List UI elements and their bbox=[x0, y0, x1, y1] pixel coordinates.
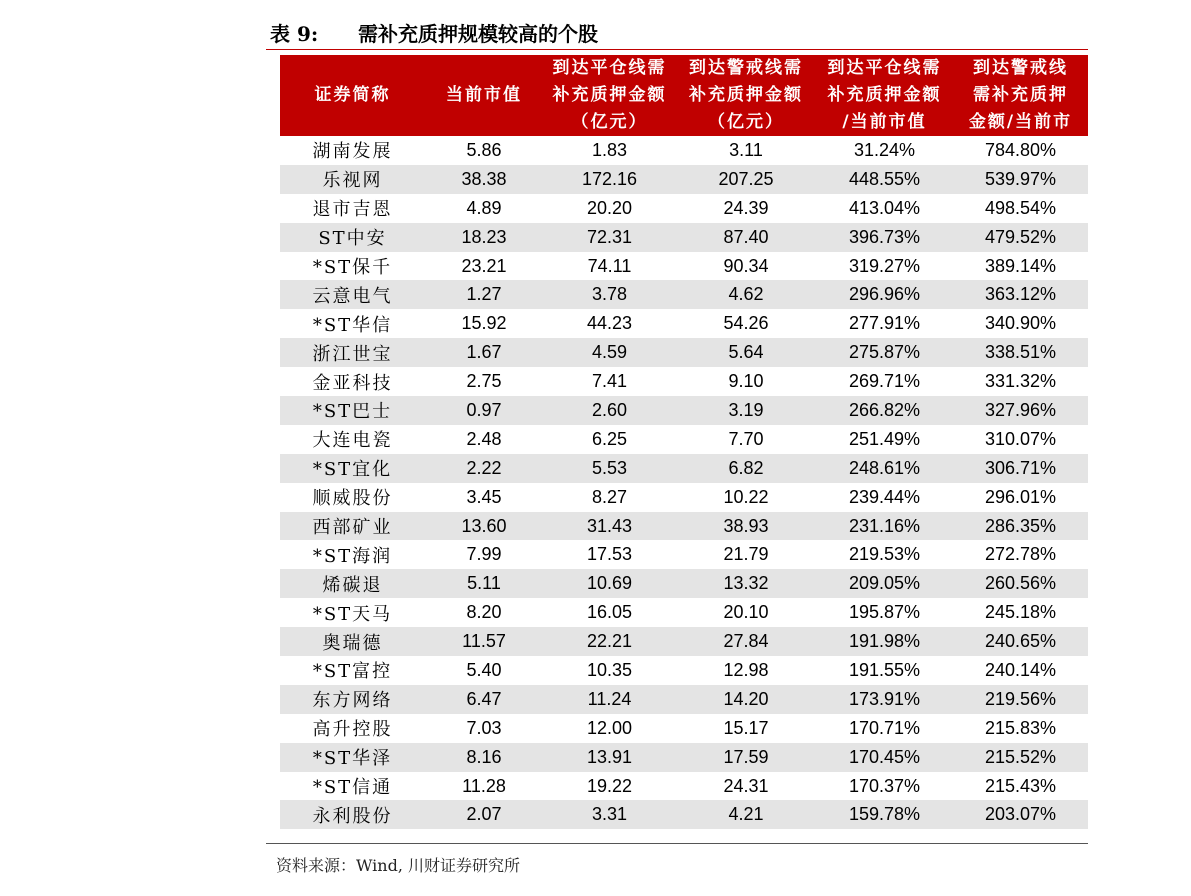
table-row bbox=[280, 165, 1088, 194]
value-cell: 12.00 bbox=[586, 717, 633, 738]
value-cell: 338.51% bbox=[953, 338, 1088, 367]
security-name-cell: 奥瑞德 bbox=[280, 627, 425, 656]
value-cell: 331.32% bbox=[984, 371, 1057, 392]
value-cell: 12.98 bbox=[723, 659, 769, 680]
value-cell: 191.55% bbox=[848, 659, 921, 680]
value-cell: 5.64 bbox=[676, 338, 816, 367]
value-cell: 72.31 bbox=[543, 223, 676, 252]
value-cell: 10.35 bbox=[586, 659, 633, 680]
value-cell: 15.92 bbox=[461, 313, 507, 334]
security-name-cell: *ST信通 bbox=[312, 777, 393, 799]
table-row bbox=[280, 454, 1088, 483]
value-cell: 7.41 bbox=[591, 371, 628, 392]
value-cell: 14.20 bbox=[676, 685, 816, 714]
column-header-line: 证券简称 bbox=[314, 85, 391, 105]
value-cell: 22.21 bbox=[543, 627, 676, 656]
value-cell: 319.27% bbox=[848, 255, 921, 276]
value-cell: 260.56% bbox=[953, 569, 1088, 598]
value-cell: 240.14% bbox=[984, 659, 1057, 680]
pledge-table bbox=[280, 55, 1088, 829]
value-cell: 173.91% bbox=[816, 685, 953, 714]
value-cell: 8.27 bbox=[591, 486, 628, 507]
value-cell: 3.45 bbox=[466, 486, 502, 507]
value-cell: 1.67 bbox=[425, 338, 543, 367]
value-cell: 2.48 bbox=[466, 428, 502, 449]
value-cell: 784.80% bbox=[984, 139, 1057, 160]
value-cell: 479.52% bbox=[953, 223, 1088, 252]
table-number: 表 9: bbox=[270, 22, 319, 46]
value-cell: 44.23 bbox=[586, 313, 633, 334]
value-cell: 19.22 bbox=[586, 775, 633, 796]
column-header-0 bbox=[280, 55, 425, 136]
security-name-cell: *ST巴士 bbox=[280, 396, 425, 425]
value-cell: 9.10 bbox=[728, 371, 764, 392]
value-cell: 4.21 bbox=[676, 800, 816, 829]
value-cell: 3.31 bbox=[543, 800, 676, 829]
value-cell: 4.62 bbox=[676, 280, 816, 309]
value-cell: 170.45% bbox=[816, 743, 953, 772]
value-cell: 2.60 bbox=[543, 396, 676, 425]
table-row bbox=[280, 656, 1088, 685]
value-cell: 248.61% bbox=[816, 454, 953, 483]
value-cell: 87.40 bbox=[676, 223, 816, 252]
table-body bbox=[280, 136, 1088, 829]
value-cell: 90.34 bbox=[723, 255, 769, 276]
value-cell: 6.82 bbox=[676, 454, 816, 483]
value-cell: 54.26 bbox=[723, 313, 769, 334]
value-cell: 296.01% bbox=[984, 486, 1057, 507]
value-cell: 389.14% bbox=[984, 255, 1057, 276]
table-row bbox=[280, 223, 1088, 252]
value-cell: 18.23 bbox=[425, 223, 543, 252]
column-header-line: /当前市值 bbox=[842, 112, 927, 132]
table-row bbox=[280, 800, 1088, 829]
value-cell: 11.24 bbox=[543, 685, 676, 714]
value-cell: 24.31 bbox=[723, 775, 769, 796]
value-cell: 272.78% bbox=[984, 544, 1057, 565]
value-cell: 170.37% bbox=[848, 775, 921, 796]
value-cell: 7.70 bbox=[728, 428, 764, 449]
column-header-2 bbox=[543, 55, 676, 136]
security-name-cell: 东方网络 bbox=[280, 685, 425, 714]
value-cell: 266.82% bbox=[816, 396, 953, 425]
value-cell: 24.39 bbox=[723, 197, 769, 218]
value-cell: 13.91 bbox=[543, 743, 676, 772]
value-cell: 8.16 bbox=[425, 743, 543, 772]
value-cell: 207.25 bbox=[676, 165, 816, 194]
column-header-line: 需补充质押 bbox=[973, 85, 1068, 105]
column-header-4 bbox=[816, 55, 953, 136]
value-cell: 170.71% bbox=[848, 717, 921, 738]
value-cell: 11.57 bbox=[425, 627, 543, 656]
value-cell: 310.07% bbox=[984, 428, 1057, 449]
value-cell: 31.24% bbox=[853, 139, 916, 160]
header-row bbox=[280, 55, 1088, 136]
value-cell: 251.49% bbox=[848, 428, 921, 449]
value-cell: 448.55% bbox=[816, 165, 953, 194]
value-cell: 3.11 bbox=[729, 139, 763, 160]
value-cell: 286.35% bbox=[953, 512, 1088, 541]
table-row bbox=[280, 540, 1088, 569]
table-row bbox=[280, 396, 1088, 425]
value-cell: 6.47 bbox=[425, 685, 543, 714]
security-name-cell: 永利股份 bbox=[280, 800, 425, 829]
value-cell: 209.05% bbox=[816, 569, 953, 598]
value-cell: 16.05 bbox=[586, 602, 633, 623]
security-name-cell: 浙江世宝 bbox=[280, 338, 425, 367]
value-cell: 7.99 bbox=[466, 544, 502, 565]
column-header-line: 金额/当前市 bbox=[968, 112, 1073, 132]
security-name-cell: 高升控股 bbox=[312, 719, 393, 741]
security-name-cell: *ST富控 bbox=[312, 661, 393, 683]
table-row bbox=[280, 743, 1088, 772]
value-cell: 2.07 bbox=[425, 800, 543, 829]
column-header-line: （亿元） bbox=[708, 112, 784, 132]
value-cell: 327.96% bbox=[953, 396, 1088, 425]
value-cell: 413.04% bbox=[848, 197, 921, 218]
table-row bbox=[280, 483, 1088, 512]
security-name-cell: 退市吉恩 bbox=[312, 199, 393, 221]
value-cell: 15.17 bbox=[723, 717, 769, 738]
value-cell: 2.22 bbox=[425, 454, 543, 483]
table-row bbox=[280, 569, 1088, 598]
column-header-line: （亿元） bbox=[571, 112, 648, 132]
value-cell: 215.43% bbox=[984, 775, 1057, 796]
table-header bbox=[280, 55, 1088, 136]
table-row bbox=[280, 425, 1088, 454]
value-cell: 6.25 bbox=[591, 428, 628, 449]
value-cell: 38.38 bbox=[425, 165, 543, 194]
table-row bbox=[280, 598, 1088, 627]
table-row bbox=[280, 338, 1088, 367]
security-name-cell: *ST华泽 bbox=[280, 743, 425, 772]
value-cell: 5.40 bbox=[466, 659, 502, 680]
security-name-cell: 烯碳退 bbox=[280, 569, 425, 598]
value-cell: 2.75 bbox=[466, 371, 502, 392]
value-cell: 269.71% bbox=[848, 371, 921, 392]
security-name-cell: 乐视网 bbox=[280, 165, 425, 194]
table-row bbox=[280, 367, 1088, 396]
security-name-cell: *ST天马 bbox=[312, 603, 393, 625]
value-cell: 245.18% bbox=[984, 602, 1057, 623]
value-cell: 17.59 bbox=[676, 743, 816, 772]
value-cell: 0.97 bbox=[425, 396, 543, 425]
value-cell: 203.07% bbox=[953, 800, 1088, 829]
value-cell: 306.71% bbox=[953, 454, 1088, 483]
security-name-cell: 云意电气 bbox=[280, 280, 425, 309]
value-cell: 240.65% bbox=[953, 627, 1088, 656]
column-header-line: 补充质押金额 bbox=[689, 85, 803, 105]
value-cell: 1.27 bbox=[425, 280, 543, 309]
value-cell: 4.59 bbox=[543, 338, 676, 367]
security-name-cell: *ST华信 bbox=[312, 314, 393, 336]
value-cell: 219.53% bbox=[848, 544, 921, 565]
table-row bbox=[280, 772, 1088, 801]
value-cell: 3.19 bbox=[676, 396, 816, 425]
value-cell: 20.20 bbox=[586, 197, 633, 218]
security-name-cell: *ST宜化 bbox=[280, 454, 425, 483]
table-row bbox=[280, 685, 1088, 714]
value-cell: 38.93 bbox=[676, 512, 816, 541]
value-cell: 239.44% bbox=[848, 486, 921, 507]
value-cell: 74.11 bbox=[587, 255, 632, 276]
value-cell: 17.53 bbox=[586, 544, 633, 565]
table-row bbox=[280, 309, 1088, 338]
value-cell: 159.78% bbox=[816, 800, 953, 829]
value-cell: 396.73% bbox=[816, 223, 953, 252]
value-cell: 10.69 bbox=[543, 569, 676, 598]
security-name-cell: 顺威股份 bbox=[312, 488, 393, 510]
value-cell: 498.54% bbox=[984, 197, 1057, 218]
security-name-cell: 大连电瓷 bbox=[312, 430, 393, 452]
value-cell: 31.43 bbox=[543, 512, 676, 541]
value-cell: 10.22 bbox=[723, 486, 769, 507]
value-cell: 13.60 bbox=[425, 512, 543, 541]
value-cell: 23.21 bbox=[461, 255, 507, 276]
security-name-cell: 西部矿业 bbox=[280, 512, 425, 541]
value-cell: 231.16% bbox=[816, 512, 953, 541]
value-cell: 296.96% bbox=[816, 280, 953, 309]
value-cell: 219.56% bbox=[953, 685, 1088, 714]
table-row bbox=[280, 280, 1088, 309]
value-cell: 5.86 bbox=[466, 139, 502, 160]
value-cell: 275.87% bbox=[816, 338, 953, 367]
column-header-5 bbox=[953, 55, 1088, 136]
value-cell: 4.89 bbox=[466, 197, 502, 218]
column-header-line: 到达警戒线 bbox=[973, 58, 1068, 78]
value-cell: 27.84 bbox=[676, 627, 816, 656]
table-row bbox=[280, 136, 1088, 165]
security-name-cell: 湖南发展 bbox=[312, 141, 393, 163]
column-header-1 bbox=[425, 55, 543, 136]
title-divider bbox=[266, 49, 1088, 50]
table-row bbox=[280, 627, 1088, 656]
table-row bbox=[280, 714, 1088, 743]
table-row bbox=[280, 512, 1088, 541]
value-cell: 5.53 bbox=[543, 454, 676, 483]
value-cell: 11.28 bbox=[462, 775, 506, 796]
table-title-text: 需补充质押规模较高的个股 bbox=[358, 22, 598, 46]
column-header-line: 到达警戒线需 bbox=[689, 58, 803, 78]
value-cell: 191.98% bbox=[816, 627, 953, 656]
value-cell: 21.79 bbox=[723, 544, 769, 565]
column-header-3 bbox=[676, 55, 816, 136]
source-note: 资料来源：Wind, 川财证券研究所 bbox=[276, 856, 521, 875]
value-cell: 13.32 bbox=[676, 569, 816, 598]
value-cell: 20.10 bbox=[723, 602, 769, 623]
bottom-divider bbox=[266, 843, 1088, 844]
table-title bbox=[266, 18, 1088, 48]
value-cell: 363.12% bbox=[953, 280, 1088, 309]
security-name-cell: 金亚科技 bbox=[312, 372, 393, 394]
table-row bbox=[280, 194, 1088, 223]
security-name-cell: *ST保千 bbox=[312, 257, 393, 278]
value-cell: 8.20 bbox=[466, 602, 502, 623]
value-cell: 277.91% bbox=[848, 313, 921, 334]
value-cell: 195.87% bbox=[848, 602, 921, 623]
value-cell: 7.03 bbox=[466, 717, 502, 738]
column-header-line: 到达平仓线需 bbox=[552, 58, 667, 78]
value-cell: 215.83% bbox=[984, 717, 1057, 738]
column-header-line: 补充质押金额 bbox=[552, 85, 667, 105]
security-name-cell: ST中安 bbox=[280, 223, 425, 252]
value-cell: 5.11 bbox=[425, 569, 543, 598]
column-header-line: 补充质押金额 bbox=[827, 85, 942, 105]
value-cell: 1.83 bbox=[591, 139, 628, 160]
column-header-line: 当前市值 bbox=[446, 85, 522, 105]
table-row bbox=[280, 252, 1088, 281]
value-cell: 340.90% bbox=[984, 313, 1057, 334]
value-cell: 172.16 bbox=[543, 165, 676, 194]
security-name-cell: *ST海润 bbox=[312, 545, 393, 567]
value-cell: 3.78 bbox=[543, 280, 676, 309]
column-header-line: 到达平仓线需 bbox=[827, 58, 942, 78]
value-cell: 215.52% bbox=[953, 743, 1088, 772]
value-cell: 539.97% bbox=[953, 165, 1088, 194]
